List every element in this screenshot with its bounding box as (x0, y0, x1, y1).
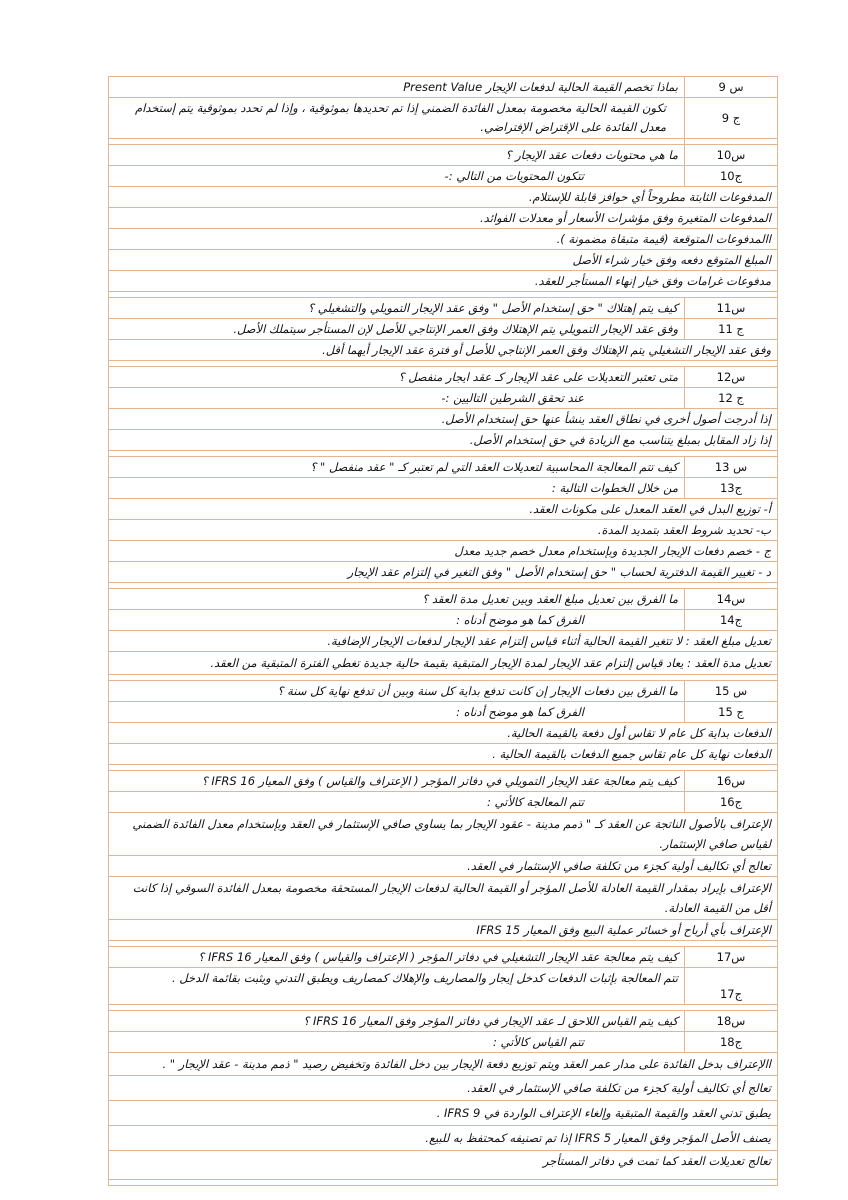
answer-item: ج - خصم دفعات الإيجار الجديدة وبإستخدام معدل خصم جديد معدل (109, 541, 778, 562)
answer-item-row (109, 430, 778, 451)
answer-text: وفق عقد الإيجار التمويلي يتم الإهتلاك وفق العمر الإنتاجي للأصل لإن المستأجر سيتملك الأصل. (109, 319, 685, 340)
answer-item-row (109, 340, 778, 361)
question-label: س11 (685, 298, 778, 319)
question-text: كيف يتم القياس اللاحق لـ عقد الإيجار في دفاتر المؤجر وفق المعيار IFRS 16 ؟ (109, 1011, 685, 1032)
answer-item: تعديل مبلغ العقد : لا تتغير القيمة الحالية أثناء قياس إلتزام عقد الإيجار لدفعات الإيجار الإضافية. (109, 631, 778, 652)
question-label: س 9 (685, 77, 778, 98)
answer-label: ج 15 (685, 702, 778, 723)
answer-item: الدفعات نهاية كل عام تقاس جميع الدفعات بالقيمة الحالية . (109, 744, 778, 765)
answer-item-row (109, 187, 778, 208)
answer-item-row (109, 229, 778, 250)
answer-item-row (109, 1126, 778, 1151)
answer-item-row (109, 856, 778, 877)
answer-item: تعالج تعديلات العقد كما تمت في دفاتر المستأجر (109, 1151, 778, 1180)
answer-item: االإعتراف بدخل الفائدة على مدار عمر العقد ويتم توزيع دفعة الإيجار بين دخل الفائدة وتخفيض رصيد " ذمم مدينة - عقد الإيجار " . (109, 1053, 778, 1076)
answer-item: تعالج أي تكاليف أولية كجزء من تكلفة صافي الإستثمار في العقد. (109, 856, 778, 877)
answer-item: المدفوعات الثابتة مطروحاً أي حوافز قابلة للإستلام. (109, 187, 778, 208)
answer-label: ج14 (685, 610, 778, 631)
answer-item: الإعتراف بإيراد بمقدار القيمة العادلة للأصل المؤجر أو القيمة الحالية لدفعات الإيجار المستحقة مخصومة بمعدل الفائدة السوقي إذا كانت أقل من القيمة العادلة. (109, 877, 778, 920)
question-label: س18 (685, 1011, 778, 1032)
question-row (109, 77, 778, 98)
question-row (109, 681, 778, 702)
question-text: بماذا تخصم القيمة الحالية لدفعات الإيجار Present Value (109, 77, 685, 98)
answer-label: ج18 (685, 1032, 778, 1053)
answer-item: يطبق تدني العقد والقيمة المتبقية وإلغاء الإعتراف الواردة في IFRS 9 . (109, 1101, 778, 1126)
question-label: س 15 (685, 681, 778, 702)
question-row (109, 145, 778, 166)
answer-item-row (109, 271, 778, 292)
answer-text: تتم القياس كالأتي : (109, 1032, 685, 1053)
question-row (109, 367, 778, 388)
answer-item: الدفعات بداية كل عام لا تقاس أول دفعة بالقيمة الحالية. (109, 723, 778, 744)
answer-item-row (109, 499, 778, 520)
answer-item: إذا أدرجت أصول أخرى في نطاق العقد ينشأ عنها حق إستخدام الأصل. (109, 409, 778, 430)
question-row (109, 589, 778, 610)
answer-item-row (109, 562, 778, 583)
answer-item: يصنف الأصل المؤجر وفق المعيار IFRS 5 إذا تم تصنيفه كمحتفظ به للبيع. (109, 1126, 778, 1151)
answer-row (109, 388, 778, 409)
question-label: س16 (685, 771, 778, 792)
separator-row (109, 1180, 778, 1186)
question-row (109, 771, 778, 792)
answer-text: الفرق كما هو موضح أدناه : (109, 702, 685, 723)
answer-text: تتم المعالجة بإثبات الدفعات كدخل إيجار والمصاريف والإهلاك كمصاريف ويطبق التدني ويثبت بقائمة الدخل . (109, 968, 685, 1005)
answer-item-row (109, 920, 778, 941)
answer-label: ج 12 (685, 388, 778, 409)
answer-item-row (109, 652, 778, 675)
answer-row (109, 968, 778, 1005)
answer-item: تعديل مدة العقد : يعاد قياس إلتزام عقد الإيجار لمدة الإيجار المتبقية بقيمة حالية جديدة تغطي الفترة المتبقية من العقد. (109, 652, 778, 675)
answer-item-row (109, 1053, 778, 1076)
answer-row (109, 98, 778, 139)
question-text: كيف يتم إهتلاك " حق إستخدام الأصل " وفق عقد الإيجار التمويلي والتشغيلي ؟ (109, 298, 685, 319)
answer-item: الإعتراف بالأصول الناتجة عن العقد كـ " ذمم مدينة - عقود الإيجار بما يساوي صافي الإستثمار في العقد وبإستخدام معدل الفائدة الضمني لقياس صافي الإستثمار. (109, 813, 778, 856)
question-text: متى تعتبر التعديلات على عقد الإيجار كـ عقد ايجار منفصل ؟ (109, 367, 685, 388)
question-label: س10 (685, 145, 778, 166)
answer-label: ج 9 (685, 98, 778, 139)
answer-item-row (109, 541, 778, 562)
answer-item: إذا زاد المقابل بمبلغ يتناسب مع الزيادة في حق إستخدام الأصل. (109, 430, 778, 451)
question-text: ما الفرق بين دفعات الإيجار إن كانت تدفع بداية كل سنة وبين أن تدفع نهاية كل سنة ؟ (109, 681, 685, 702)
answer-row (109, 702, 778, 723)
answer-row (109, 166, 778, 187)
answer-item: االمدفوعات المتوقعة (قيمة متبقاة مضمونة ). (109, 229, 778, 250)
answer-item-row (109, 813, 778, 856)
answer-item-row (109, 1076, 778, 1101)
answer-text: تتم المعالجة كالأتي : (109, 792, 685, 813)
question-row (109, 947, 778, 968)
answer-item: مدفوعات غرامات وفق خيار إنهاء المستأجر للعقد. (109, 271, 778, 292)
answer-item-row (109, 208, 778, 229)
answer-row (109, 319, 778, 340)
question-text: كيف تتم المعالجة المحاسبية لتعديلات العقد التي لم تعتبر كـ " عقد منفصل " ؟ (109, 457, 685, 478)
answer-item-row (109, 409, 778, 430)
answer-row (109, 610, 778, 631)
answer-item-row (109, 520, 778, 541)
answer-text: الفرق كما هو موضح أدناه : (109, 610, 685, 631)
answer-label: ج17 (685, 968, 778, 1005)
answer-label: ج16 (685, 792, 778, 813)
answer-item-row (109, 1151, 778, 1180)
question-text: ما الفرق بين تعديل مبلغ العقد وبين تعديل مدة العقد ؟ (109, 589, 685, 610)
answer-row (109, 478, 778, 499)
answer-item-row (109, 744, 778, 765)
answer-row (109, 1032, 778, 1053)
question-row (109, 298, 778, 319)
qa-table (108, 76, 778, 1186)
answer-label: ج10 (685, 166, 778, 187)
answer-item-row (109, 1101, 778, 1126)
answer-text: عند تحقق الشرطين التاليين :- (109, 388, 685, 409)
answer-item: وفق عقد الإيجار التشغيلي يتم الإهتلاك وفق العمر الإنتاجي للأصل أو فترة عقد الإيجار أيهما أقل. (109, 340, 778, 361)
answer-text: من خلال الخطوات التالية : (109, 478, 685, 499)
answer-label: ج 11 (685, 319, 778, 340)
answer-item: المبلغ المتوقع دفعه وفق خيار شراء الأصل (109, 250, 778, 271)
answer-text: تتكون المحتويات من التالي :- (109, 166, 685, 187)
question-text: كيف يتم معالجة عقد الإيجار التمويلي في دفاتر المؤجر ( الإعتراف والقياس ) وفق المعيار IFRS 16 ؟ (109, 771, 685, 792)
answer-item: أ- توزيع البدل في العقد المعدل على مكونات العقد. (109, 499, 778, 520)
answer-text: تكون القيمة الحالية مخصومة بمعدل الفائدة الضمني إذا تم تحديدها بموثوقية ، وإذا لم تحدد بموثوقية يتم إستخدام معدل الفائدة على الإقتراض الإفتراضي. (109, 98, 685, 139)
qa-document (108, 76, 778, 1186)
question-row (109, 457, 778, 478)
answer-item: المدفوعات المتغيرة وفق مؤشرات الأسعار أو معدلات الفوائد. (109, 208, 778, 229)
answer-item-row (109, 250, 778, 271)
answer-label: ج13 (685, 478, 778, 499)
answer-row (109, 792, 778, 813)
answer-item-row (109, 877, 778, 920)
answer-item: ب- تحديد شروط العقد بتمديد المدة. (109, 520, 778, 541)
answer-item: د - تغيير القيمة الدفترية لحساب " حق إستخدام الأصل " وفق التغير في إلتزام عقد الإيجار (109, 562, 778, 583)
question-label: س14 (685, 589, 778, 610)
answer-item: الإعتراف بأي أرباح أو خسائر عملية البيع وفق المعيار IFRS 15 (109, 920, 778, 941)
question-label: س12 (685, 367, 778, 388)
question-label: س 13 (685, 457, 778, 478)
question-label: س17 (685, 947, 778, 968)
question-text: ما هي محتويات دفعات عقد الإيجار ؟ (109, 145, 685, 166)
question-row (109, 1011, 778, 1032)
answer-item: تعالج أي تكاليف أولية كجزء من تكلفة صافي الإستثمار في العقد. (109, 1076, 778, 1101)
answer-item-row (109, 723, 778, 744)
question-text: كيف يتم معالجة عقد الإيجار التشغيلي في دفاتر المؤجر ( الإعتراف والقياس ) وفق المعيار IFRS 16 ؟ (109, 947, 685, 968)
answer-item-row (109, 631, 778, 652)
